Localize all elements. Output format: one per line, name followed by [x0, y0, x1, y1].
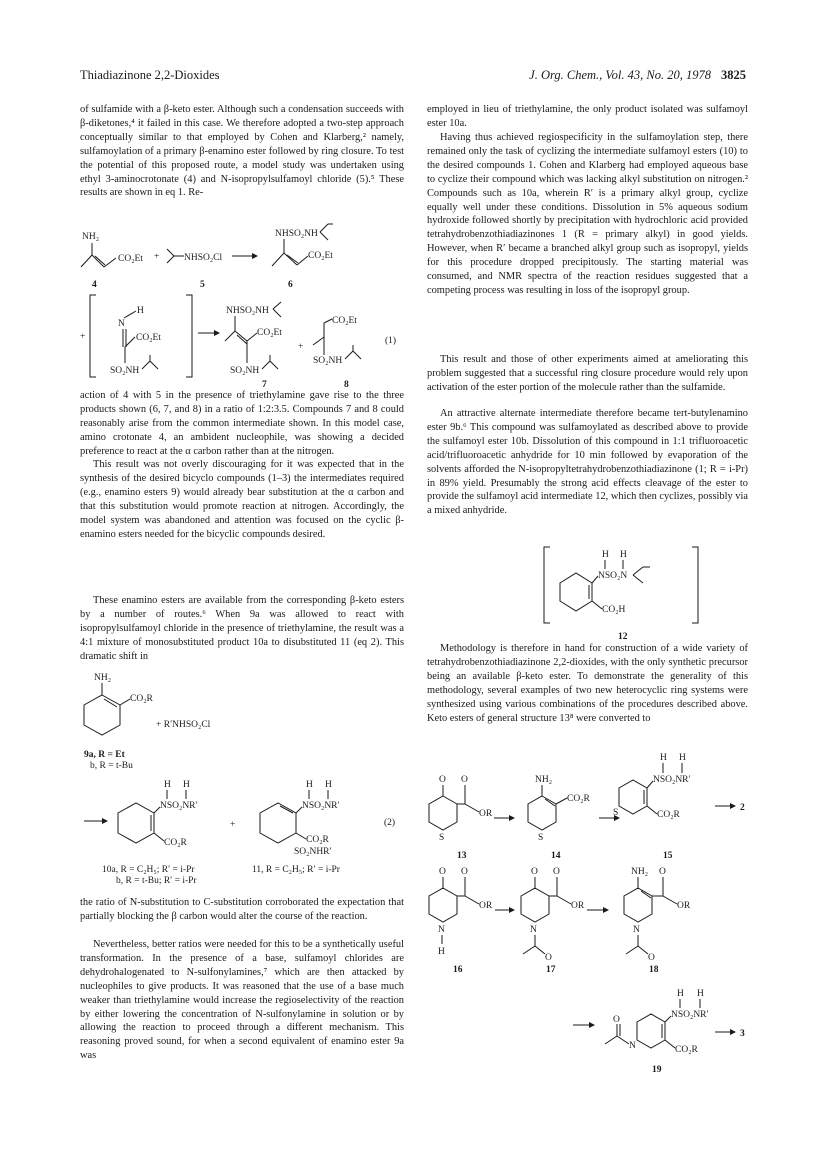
or-label: OR — [677, 901, 691, 911]
or-label: OR — [479, 809, 493, 819]
compound-5-structure — [167, 249, 223, 263]
nh2-label: NH₂ — [82, 232, 100, 242]
nso2n-label: NSO₂N — [598, 571, 628, 581]
o-label: O — [461, 867, 468, 877]
h-label: H — [697, 989, 704, 999]
co2et-label: CO₂Et — [136, 333, 161, 343]
scheme-16-19 — [427, 862, 757, 1092]
o-label: O — [553, 867, 560, 877]
left-para-4: These enamino esters are available from the corresponding β-keto esters by a number of routes.⁶ When 9a was allowed to react with isopropylsulfamoyl chloride in the presence of triethylamine, the result was a 4:1 mixture of monosubstituted product 10a to disubstituted 11 (eq 2). This dramatic shift in — [80, 595, 404, 662]
compound-14-label: 14 — [551, 851, 561, 861]
plus-sign: + — [230, 820, 236, 830]
n-label: N — [629, 1041, 636, 1051]
h-label: H — [620, 550, 627, 560]
h-label: H — [325, 780, 332, 790]
o-label: O — [531, 867, 538, 877]
nso2nr-label: NSO₂NR′ — [671, 1010, 709, 1020]
compound-17-label: 17 — [546, 965, 556, 975]
page-number: 3825 — [721, 68, 746, 82]
compound-6-structure — [272, 224, 333, 266]
co2r-label: CO₂R — [164, 838, 187, 848]
nso2nr-label: NSO₂NR′ — [302, 801, 340, 811]
h-label: H — [137, 306, 144, 316]
o-label: O — [439, 867, 446, 877]
compound-19-label: 19 — [652, 1065, 662, 1075]
nh2-label: NH₂ — [631, 867, 649, 877]
nhso2cl-label: NHSO₂Cl — [184, 253, 223, 263]
compound-4-structure — [81, 232, 143, 267]
so2nh-label: SO₂NH — [110, 366, 140, 376]
compound-9a-label: 9a, R = Et — [84, 750, 125, 760]
intermediate-structure — [110, 306, 161, 376]
eq2-scheme — [80, 669, 410, 899]
n-label: N — [633, 925, 640, 935]
running-title: Thiadiazinone 2,2-Dioxides — [80, 68, 220, 82]
compound-16-label: 16 — [453, 965, 463, 975]
left-para-5: the ratio of N-substitution to C-substitution corroborated the expectation that partially blocking the β carbon would alter the course of the reaction. — [80, 897, 404, 922]
compound-9b-label: b, R = t-Bu — [90, 761, 133, 771]
compound-15-label: 15 — [663, 851, 673, 861]
n-label: N — [118, 319, 125, 329]
right-para-5: Methodology is therefore in hand for construction of a wide variety of tetrahydrobenzothiadiazinone 2,2-dioxides, with the only synthetic precursor being an available β-keto ester. To demonstrate the generality of this methodology, several examples of two new heterocyclic ring systems were synthesized using various combinations of the procedures described above. Keto esters of general structure 13⁸ were converted to — [427, 643, 748, 724]
plus-sign: + — [80, 332, 86, 342]
target-3-label: 3 — [740, 1029, 745, 1039]
s-label: S — [439, 833, 445, 843]
compound-6-label: 6 — [288, 280, 293, 290]
eq1-scheme — [80, 225, 410, 390]
n-label: N — [438, 925, 445, 935]
compound-15-structure — [613, 753, 691, 820]
compound-16-structure — [429, 867, 493, 957]
so2nhr-label: SO₂NHR′ — [294, 847, 332, 857]
co2h-label: CO₂H — [602, 605, 626, 615]
h-label: H — [679, 753, 686, 763]
compound-10-structure — [118, 780, 198, 848]
right-para-2: Having thus achieved regiospecificity in the sulfamoylation step, there remained only the task of cyclizing the intermediate sulfamoyl esters (10) to the desired compounds 1. Cohen and Klarberg had employed aqueous base to cyclize their compound which was lacking alkyl substitution on nitrogen.² Compounds such as 10a, wherein R′ is a primary alkyl group, cyclize equally well under these conditions. Dissolution in 5% aqueous sodium hydroxide followed shortly by precipitation with hydrochloric acid provided tetrahydrobenzothiadiazinones 1 (R = primary alkyl) in good yields. However, when R′ became a branched alkyl group such as isopropyl, yields for this procedure dropped precipitously. The starting material was consumed, and NMR spectra of the reaction residues suggested that a competing process was resulting in loss of the isopropyl group. — [427, 132, 748, 296]
journal-citation — [529, 68, 746, 83]
nso2nr-label: NSO₂NR′ — [653, 775, 691, 785]
left-para-3: This result was not overly discouraging for it was expected that in the synthesis of the desired bicyclo compounds (1–3) the intermediates required (e.g., enamino esters 9) would already bear substitution at the α carbon and that this substitution would promote reaction at nitrogen. Accordingly, the model system was abandoned and attention was focused on the cyclic β-enamino esters needed for the bicyclic compounds desired. — [80, 459, 404, 540]
nhso2nh-label: NHSO₂NH — [226, 306, 269, 316]
target-2-label: 2 — [740, 803, 745, 813]
co2r-label: CO₂R — [675, 1045, 698, 1055]
or-label: OR — [479, 901, 493, 911]
left-para-6: Nevertheless, better ratios were needed for this to be a synthetically useful transformation. In the presence of a base, sulfamoyl chlorides are dehydrohalogenated to N-sulfonylamines,⁷ which are then attacked by nucleophiles to give products. It was reasoned that the use of a base much weaker than triethylamine would increase the regioselectivity of the reaction by either lowering the concentration of N-sulfonylamine in solution or by allowing the reaction to proceed through a different mechanism. This reasoning proved sound, for when a second equivalent of enamino ester 9a was — [80, 939, 404, 1062]
compound-18-structure — [624, 867, 691, 963]
compound-8-label: 8 — [344, 380, 349, 390]
compound-4-label: 4 — [92, 280, 97, 290]
left-para-1: of sulfamide with a β-keto ester. Although such a condensation succeeds with β-diketones,⁴ it failed in this case. We therefore adopted a two-step approach conceptually similar to that employed by Cohen and Klarberg,² namely, sulfamoylation of a primary β-enamino ester followed by ring closure. To test the potential of this proposed route, a model study was undertaken using ethyl 3-aminocrotonate (4) and N-isopropylsulfamoyl chloride (5).⁵ These results are shown in eq 1. Re- — [80, 104, 404, 199]
compound-8-structure — [313, 316, 361, 366]
o-label: O — [659, 867, 666, 877]
plus-sign: + — [298, 342, 304, 352]
or-label: OR — [571, 901, 585, 911]
h-label: H — [660, 753, 667, 763]
so2nh-label: SO₂NH — [230, 366, 260, 376]
right-para-4: An attractive alternate intermediate therefore became tert-butylenamino ester 9b.⁶ This compound was sulfamoylated as described above to provide the sulfamoyl ester 10b. Dissolution of this compound in 1:1 trifluoroacetic acid/trifluoroacetic anhydride for 10 min followed by evaporation of the solvents afforded the N-isopropyltetrahydrobenzothiadiazinone (1; R = i-Pr) in 89% yield. Presumably the strong acid effects cleavage of the ester to provide the sulfamoyl acid intermediate 12, which then cyclizes, possibly via a mixed anhydride. — [427, 408, 748, 517]
right-para-1: employed in lieu of triethylamine, the only product isolated was sulfamoyl ester 10a. — [427, 104, 748, 129]
co2et-label: CO₂Et — [118, 254, 143, 264]
h-label: H — [183, 780, 190, 790]
compound-7-structure — [225, 302, 282, 376]
compound-18-label: 18 — [649, 965, 659, 975]
eq1-number: (1) — [385, 336, 397, 346]
co2et-label: CO₂Et — [257, 328, 282, 338]
co2et-label: CO₂Et — [308, 251, 333, 261]
o-label: O — [545, 953, 552, 963]
compound-12-scheme — [540, 545, 720, 645]
nh2-label: NH₂ — [535, 775, 553, 785]
n-label: N — [530, 925, 537, 935]
h-label: H — [677, 989, 684, 999]
compound-9-structure — [84, 673, 154, 735]
compound-11-label: 11, R = C₂H₅; R′ = i-Pr — [252, 865, 340, 875]
co2r-label: CO₂R — [306, 835, 329, 845]
compound-17-structure — [521, 867, 585, 963]
left-para-2: action of 4 with 5 in the presence of triethylamine gave rise to the three products shown (6, 7, and 8) in a ratio of 1:2:3.5. Compounds 7 and 8 could reasonably arise from the common intermediate shown. In this model case, amino crotonate 4, an ambident nucleophile, was showing a decided preference to react at the α carbon rather than at the nitrogen. — [80, 390, 404, 457]
s-label: S — [613, 808, 619, 818]
nhso2nh-label: NHSO₂NH — [275, 229, 318, 239]
reagent-label: + R′NHSO₂Cl — [156, 720, 211, 730]
plus-sign: + — [154, 252, 160, 262]
compound-10a-label: 10a, R = C₂H₅; R′ = i-Pr — [102, 865, 195, 875]
compound-14-structure — [528, 775, 591, 843]
h-label: H — [306, 780, 313, 790]
o-label: O — [439, 775, 446, 785]
o-label: O — [461, 775, 468, 785]
o-label: O — [613, 1015, 620, 1025]
h-label: H — [438, 947, 445, 957]
co2r-label: CO₂R — [567, 794, 590, 804]
journal-name: J. Org. Chem., Vol. 43, No. 20, 1978 — [529, 68, 711, 82]
s-label: S — [538, 833, 544, 843]
compound-12-label: 12 — [618, 632, 628, 642]
eq2-number: (2) — [384, 818, 396, 828]
compound-13-structure — [429, 775, 493, 843]
nso2nr-label: NSO₂NR′ — [160, 801, 198, 811]
so2nh-label: SO₂NH — [313, 356, 343, 366]
compound-7-label: 7 — [262, 380, 267, 390]
compound-19-structure — [605, 989, 709, 1055]
compound-5-label: 5 — [200, 280, 205, 290]
compound-10b-label: b, R = t-Bu; R′ = i-Pr — [116, 876, 197, 886]
scheme-13-15 — [427, 753, 757, 870]
o-label: O — [648, 953, 655, 963]
h-label: H — [164, 780, 171, 790]
compound-11-structure — [260, 780, 340, 857]
co2r-label: CO₂R — [130, 694, 153, 704]
co2r-label: CO₂R — [657, 810, 680, 820]
right-para-3: This result and those of other experiments aimed at ameliorating this problem suggested that a successful ring closure procedure would rely upon activation of the ester portion of the molecule rather than the sulfamide. — [427, 354, 748, 393]
compound-13-label: 13 — [457, 851, 467, 861]
h-label: H — [602, 550, 609, 560]
nh2-label: NH₂ — [94, 673, 112, 683]
co2et-label: CO₂Et — [332, 316, 357, 326]
